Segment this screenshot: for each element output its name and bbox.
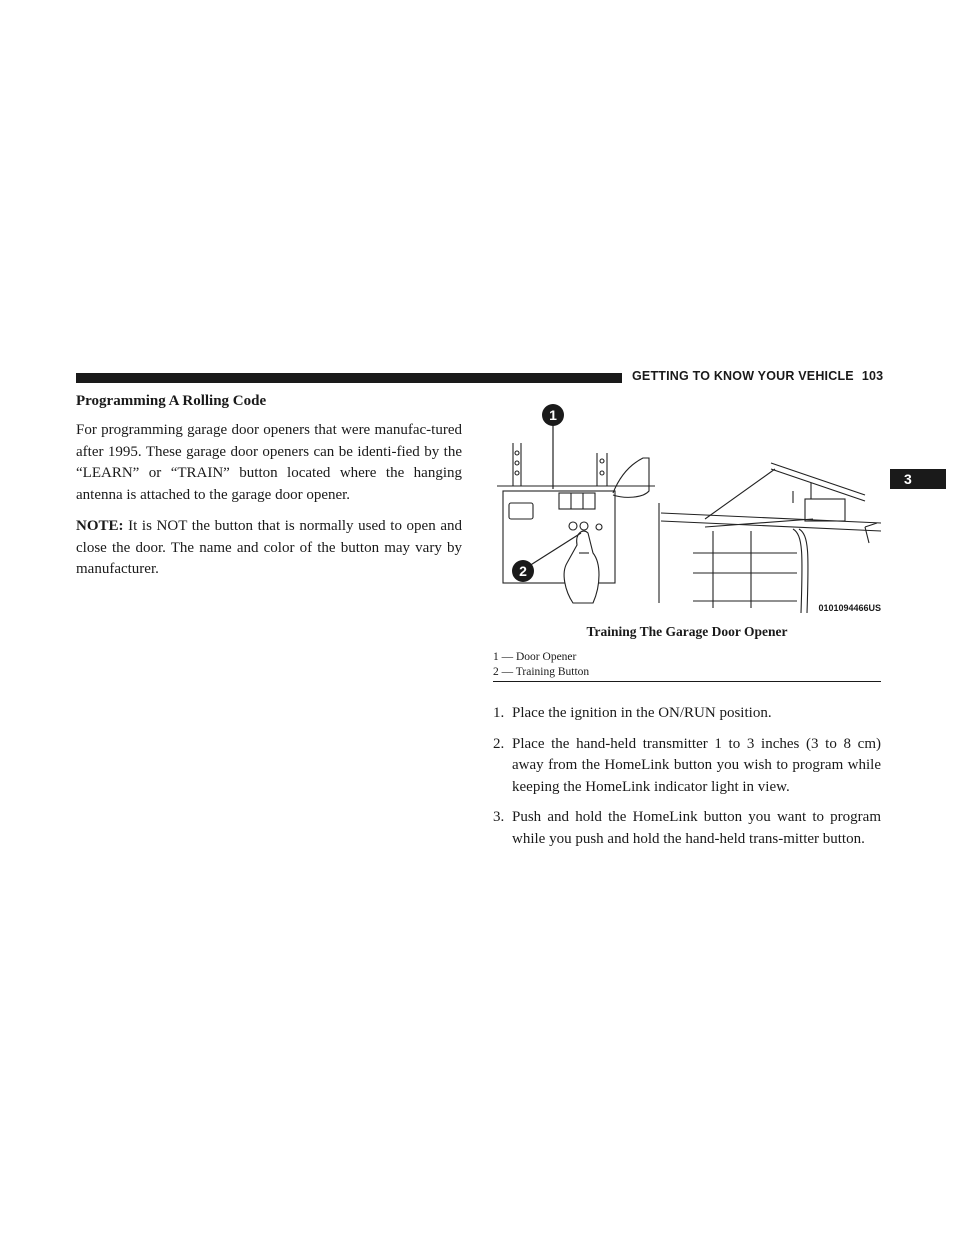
note-paragraph bbox=[76, 516, 462, 581]
running-header bbox=[632, 369, 883, 383]
header-title: GETTING TO KNOW YOUR VEHICLE bbox=[632, 369, 854, 383]
step-text: Place the hand-held transmitter 1 to 3 inches (3 to 8 cm) away from the HomeLink button you wish to program while keeping the HomeLink indicator light in view. bbox=[512, 735, 881, 795]
left-column bbox=[76, 393, 462, 591]
garage-overview bbox=[659, 463, 881, 613]
callout-1-label: 1 bbox=[549, 407, 557, 423]
steps-list bbox=[493, 703, 881, 859]
step-number: 3. bbox=[493, 809, 505, 825]
list-item bbox=[493, 807, 881, 850]
step-text: Push and hold the HomeLink button you want to program while you push and hold the hand-held trans-mitter button. bbox=[512, 809, 881, 847]
note-text: It is NOT the button that is normally used to open and close the door. The name and color of the button may vary by manufacturer. bbox=[76, 518, 462, 577]
step-text: Place the ignition in the ON/RUN position. bbox=[512, 705, 772, 721]
intro-paragraph: For programming garage door openers that were manufac-tured after 1995. These garage door openers can be identi-fied by the “LEARN” or “TRAIN” button located where the hanging antenna is attached to the garage door opener. bbox=[76, 422, 462, 503]
legend-item-training-button: 2 — Training Button bbox=[493, 666, 590, 678]
figure-code: 0101094466US bbox=[818, 603, 881, 613]
garage-opener-illustration bbox=[493, 403, 881, 615]
legend-item-door-opener: 1 — Door Opener bbox=[493, 651, 577, 663]
header-rule bbox=[76, 373, 622, 383]
page-number: 103 bbox=[861, 369, 884, 383]
legend-divider bbox=[493, 681, 881, 682]
step-number: 2. bbox=[493, 735, 505, 752]
chapter-tab: 3 bbox=[890, 469, 946, 489]
note-label: NOTE: bbox=[76, 518, 124, 534]
figure-legend bbox=[493, 650, 881, 680]
list-item bbox=[493, 734, 881, 799]
figure-caption: Training The Garage Door Opener bbox=[586, 624, 788, 639]
list-item bbox=[493, 703, 881, 725]
section-heading: Programming A Rolling Code bbox=[76, 393, 267, 409]
callout-2-label: 2 bbox=[519, 563, 527, 579]
illustration-drawing bbox=[493, 403, 881, 615]
step-number: 1. bbox=[493, 705, 505, 721]
